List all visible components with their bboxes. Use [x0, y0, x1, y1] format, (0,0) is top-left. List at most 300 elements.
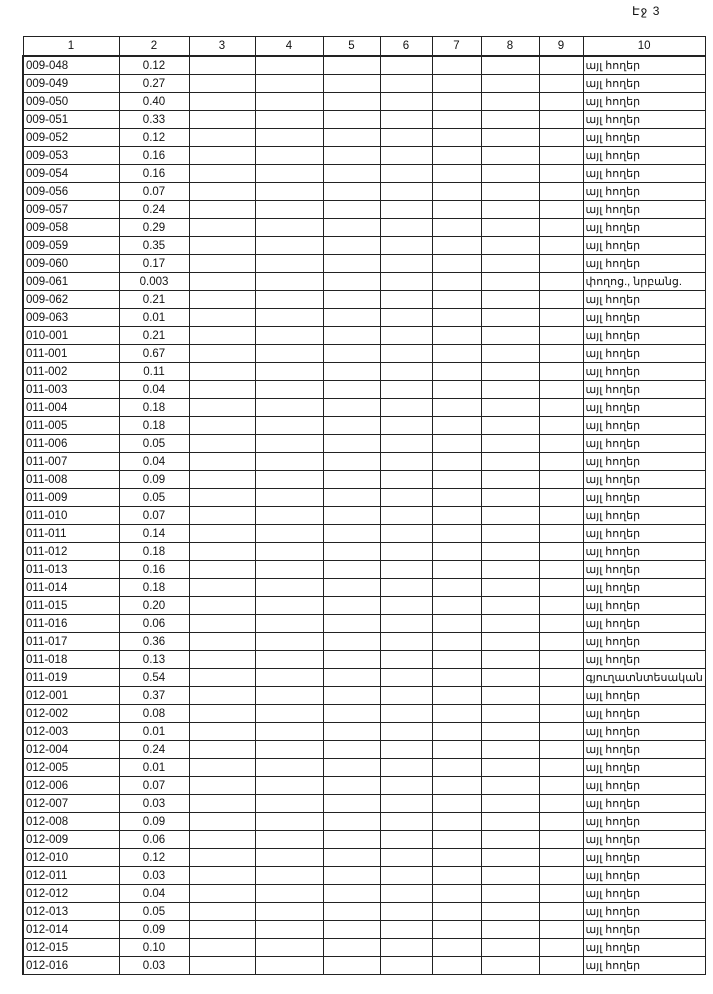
column-header-3: 3: [189, 37, 255, 57]
empty-cell: [255, 363, 323, 381]
empty-cell: [481, 435, 539, 453]
empty-cell: [323, 831, 380, 849]
land-type: այլ հողեր: [583, 885, 705, 903]
area-value: 0.12: [119, 56, 189, 75]
empty-cell: [432, 939, 481, 957]
area-value: 0.01: [119, 759, 189, 777]
area-value: 0.08: [119, 705, 189, 723]
table-row: [23, 93, 705, 111]
land-type: այլ հողեր: [583, 687, 705, 705]
land-type: այլ հողեր: [583, 255, 705, 273]
empty-cell: [432, 579, 481, 597]
area-value: 0.09: [119, 813, 189, 831]
empty-cell: [189, 669, 255, 687]
empty-cell: [432, 705, 481, 723]
empty-cell: [481, 687, 539, 705]
parcel-code: 009-056: [23, 183, 119, 201]
table-row: [23, 399, 705, 417]
empty-cell: [323, 183, 380, 201]
empty-cell: [189, 471, 255, 489]
empty-cell: [189, 147, 255, 165]
empty-cell: [481, 777, 539, 795]
table-row: [23, 849, 705, 867]
empty-cell: [481, 345, 539, 363]
empty-cell: [189, 885, 255, 903]
empty-cell: [539, 885, 583, 903]
empty-cell: [539, 111, 583, 129]
empty-cell: [323, 56, 380, 75]
empty-cell: [481, 939, 539, 957]
land-type: այլ հողեր: [583, 165, 705, 183]
empty-cell: [255, 525, 323, 543]
table-row: [23, 147, 705, 165]
area-value: 0.10: [119, 939, 189, 957]
empty-cell: [380, 273, 432, 291]
empty-cell: [255, 813, 323, 831]
empty-cell: [481, 507, 539, 525]
empty-cell: [432, 615, 481, 633]
area-value: 0.18: [119, 417, 189, 435]
parcel-code: 012-006: [23, 777, 119, 795]
area-value: 0.13: [119, 651, 189, 669]
header-row: [23, 37, 705, 57]
empty-cell: [380, 471, 432, 489]
empty-cell: [432, 633, 481, 651]
empty-cell: [323, 93, 380, 111]
empty-cell: [255, 453, 323, 471]
empty-cell: [255, 741, 323, 759]
empty-cell: [255, 111, 323, 129]
table-row: [23, 183, 705, 201]
parcel-code: 012-016: [23, 957, 119, 975]
empty-cell: [323, 291, 380, 309]
empty-cell: [189, 813, 255, 831]
land-type: այլ հողեր: [583, 291, 705, 309]
parcel-code: 011-014: [23, 579, 119, 597]
empty-cell: [432, 525, 481, 543]
table-row: [23, 417, 705, 435]
land-type: փողոց., նրբանց.: [583, 273, 705, 291]
empty-cell: [481, 633, 539, 651]
area-value: 0.07: [119, 507, 189, 525]
parcel-code: 009-060: [23, 255, 119, 273]
table-row: [23, 759, 705, 777]
empty-cell: [481, 327, 539, 345]
empty-cell: [432, 957, 481, 975]
empty-cell: [481, 759, 539, 777]
table-row: [23, 741, 705, 759]
table-row: [23, 471, 705, 489]
area-value: 0.20: [119, 597, 189, 615]
land-type: այլ հողեր: [583, 777, 705, 795]
empty-cell: [255, 759, 323, 777]
empty-cell: [432, 327, 481, 345]
empty-cell: [380, 129, 432, 147]
empty-cell: [481, 381, 539, 399]
empty-cell: [189, 795, 255, 813]
land-type: այլ հողեր: [583, 723, 705, 741]
table-row: [23, 705, 705, 723]
land-type: այլ հողեր: [583, 201, 705, 219]
empty-cell: [481, 813, 539, 831]
empty-cell: [481, 489, 539, 507]
empty-cell: [539, 75, 583, 93]
empty-cell: [255, 56, 323, 75]
empty-cell: [189, 93, 255, 111]
empty-cell: [481, 147, 539, 165]
empty-cell: [323, 867, 380, 885]
empty-cell: [539, 705, 583, 723]
empty-cell: [432, 399, 481, 417]
empty-cell: [539, 273, 583, 291]
empty-cell: [539, 435, 583, 453]
area-value: 0.05: [119, 435, 189, 453]
empty-cell: [481, 453, 539, 471]
parcel-code: 012-005: [23, 759, 119, 777]
empty-cell: [432, 56, 481, 75]
empty-cell: [380, 363, 432, 381]
area-value: 0.11: [119, 363, 189, 381]
land-type: այլ հողեր: [583, 903, 705, 921]
empty-cell: [432, 453, 481, 471]
land-type: այլ հողեր: [583, 741, 705, 759]
parcel-code: 009-049: [23, 75, 119, 93]
land-type: այլ հողեր: [583, 813, 705, 831]
land-type: այլ հողեր: [583, 759, 705, 777]
table-row: [23, 489, 705, 507]
empty-cell: [189, 291, 255, 309]
empty-cell: [189, 957, 255, 975]
empty-cell: [255, 237, 323, 255]
empty-cell: [255, 831, 323, 849]
empty-cell: [255, 957, 323, 975]
land-type: այլ հողեր: [583, 147, 705, 165]
parcel-code: 012-001: [23, 687, 119, 705]
empty-cell: [539, 543, 583, 561]
empty-cell: [432, 219, 481, 237]
empty-cell: [380, 399, 432, 417]
area-value: 0.05: [119, 903, 189, 921]
empty-cell: [255, 489, 323, 507]
empty-cell: [539, 237, 583, 255]
empty-cell: [255, 543, 323, 561]
empty-cell: [380, 957, 432, 975]
empty-cell: [539, 93, 583, 111]
land-type: այլ հողեր: [583, 921, 705, 939]
empty-cell: [255, 597, 323, 615]
table-row: [23, 687, 705, 705]
table-row: [23, 75, 705, 93]
parcel-code: 009-062: [23, 291, 119, 309]
empty-cell: [481, 309, 539, 327]
empty-cell: [432, 831, 481, 849]
parcel-code: 011-002: [23, 363, 119, 381]
empty-cell: [323, 939, 380, 957]
land-type: այլ հողեր: [583, 219, 705, 237]
empty-cell: [189, 867, 255, 885]
empty-cell: [323, 471, 380, 489]
empty-cell: [481, 543, 539, 561]
land-type: այլ հողեր: [583, 939, 705, 957]
empty-cell: [189, 453, 255, 471]
empty-cell: [380, 885, 432, 903]
empty-cell: [323, 885, 380, 903]
empty-cell: [380, 183, 432, 201]
empty-cell: [432, 777, 481, 795]
empty-cell: [539, 255, 583, 273]
empty-cell: [323, 75, 380, 93]
land-type: այլ հողեր: [583, 75, 705, 93]
land-type: այլ հողեր: [583, 111, 705, 129]
empty-cell: [481, 705, 539, 723]
empty-cell: [189, 525, 255, 543]
land-type: այլ հողեր: [583, 633, 705, 651]
empty-cell: [255, 381, 323, 399]
empty-cell: [481, 867, 539, 885]
parcel-code: 011-017: [23, 633, 119, 651]
land-type: այլ հողեր: [583, 435, 705, 453]
area-value: 0.09: [119, 471, 189, 489]
empty-cell: [432, 381, 481, 399]
empty-cell: [432, 759, 481, 777]
empty-cell: [323, 111, 380, 129]
area-value: 0.54: [119, 669, 189, 687]
parcel-code: 011-018: [23, 651, 119, 669]
area-value: 0.04: [119, 453, 189, 471]
empty-cell: [380, 147, 432, 165]
area-value: 0.12: [119, 849, 189, 867]
land-type: այլ հողեր: [583, 237, 705, 255]
empty-cell: [255, 723, 323, 741]
empty-cell: [539, 921, 583, 939]
area-value: 0.18: [119, 579, 189, 597]
parcel-code: 012-014: [23, 921, 119, 939]
empty-cell: [380, 75, 432, 93]
parcel-code: 009-061: [23, 273, 119, 291]
empty-cell: [323, 399, 380, 417]
area-value: 0.21: [119, 291, 189, 309]
empty-cell: [323, 255, 380, 273]
empty-cell: [380, 633, 432, 651]
empty-cell: [189, 345, 255, 363]
empty-cell: [323, 381, 380, 399]
empty-cell: [255, 93, 323, 111]
empty-cell: [380, 921, 432, 939]
empty-cell: [539, 327, 583, 345]
empty-cell: [189, 831, 255, 849]
parcel-code: 011-019: [23, 669, 119, 687]
empty-cell: [481, 111, 539, 129]
empty-cell: [432, 813, 481, 831]
empty-cell: [380, 849, 432, 867]
empty-cell: [481, 129, 539, 147]
empty-cell: [323, 561, 380, 579]
parcel-code: 009-058: [23, 219, 119, 237]
empty-cell: [432, 273, 481, 291]
area-value: 0.36: [119, 633, 189, 651]
empty-cell: [255, 777, 323, 795]
table-row: [23, 345, 705, 363]
empty-cell: [189, 183, 255, 201]
parcel-code: 009-050: [23, 93, 119, 111]
empty-cell: [380, 651, 432, 669]
empty-cell: [189, 759, 255, 777]
empty-cell: [189, 237, 255, 255]
empty-cell: [380, 615, 432, 633]
land-type: այլ հողեր: [583, 597, 705, 615]
empty-cell: [539, 849, 583, 867]
empty-cell: [189, 399, 255, 417]
empty-cell: [189, 435, 255, 453]
empty-cell: [380, 237, 432, 255]
empty-cell: [539, 345, 583, 363]
parcel-code: 011-008: [23, 471, 119, 489]
empty-cell: [481, 93, 539, 111]
area-value: 0.12: [119, 129, 189, 147]
empty-cell: [255, 921, 323, 939]
empty-cell: [380, 327, 432, 345]
land-type: այլ հողեր: [583, 795, 705, 813]
land-type: այլ հողեր: [583, 525, 705, 543]
empty-cell: [432, 291, 481, 309]
empty-cell: [481, 741, 539, 759]
empty-cell: [189, 543, 255, 561]
empty-cell: [255, 399, 323, 417]
empty-cell: [481, 183, 539, 201]
empty-cell: [432, 885, 481, 903]
table-row: [23, 219, 705, 237]
empty-cell: [323, 327, 380, 345]
parcel-code: 012-013: [23, 903, 119, 921]
empty-cell: [255, 219, 323, 237]
empty-cell: [189, 255, 255, 273]
empty-cell: [255, 885, 323, 903]
empty-cell: [323, 723, 380, 741]
column-header-6: 6: [380, 37, 432, 57]
empty-cell: [380, 165, 432, 183]
empty-cell: [380, 705, 432, 723]
land-type: այլ հողեր: [583, 831, 705, 849]
empty-cell: [539, 651, 583, 669]
empty-cell: [323, 345, 380, 363]
empty-cell: [432, 165, 481, 183]
empty-cell: [255, 417, 323, 435]
empty-cell: [481, 651, 539, 669]
empty-cell: [432, 849, 481, 867]
empty-cell: [539, 201, 583, 219]
land-type: այլ հողեր: [583, 561, 705, 579]
empty-cell: [539, 417, 583, 435]
table-row: [23, 885, 705, 903]
empty-cell: [539, 597, 583, 615]
empty-cell: [189, 921, 255, 939]
area-value: 0.21: [119, 327, 189, 345]
empty-cell: [255, 633, 323, 651]
table-row: [23, 273, 705, 291]
area-value: 0.04: [119, 885, 189, 903]
empty-cell: [380, 777, 432, 795]
empty-cell: [255, 165, 323, 183]
area-value: 0.18: [119, 543, 189, 561]
empty-cell: [323, 219, 380, 237]
empty-cell: [323, 363, 380, 381]
parcel-code: 011-004: [23, 399, 119, 417]
area-value: 0.01: [119, 309, 189, 327]
table-row: [23, 777, 705, 795]
empty-cell: [539, 957, 583, 975]
area-value: 0.06: [119, 831, 189, 849]
empty-cell: [323, 957, 380, 975]
empty-cell: [323, 651, 380, 669]
empty-cell: [481, 561, 539, 579]
empty-cell: [323, 489, 380, 507]
land-type: այլ հողեր: [583, 471, 705, 489]
empty-cell: [481, 471, 539, 489]
empty-cell: [481, 885, 539, 903]
parcel-code: 009-052: [23, 129, 119, 147]
empty-cell: [189, 56, 255, 75]
empty-cell: [380, 309, 432, 327]
empty-cell: [481, 579, 539, 597]
land-type: այլ հողեր: [583, 867, 705, 885]
table-row: [23, 543, 705, 561]
empty-cell: [189, 849, 255, 867]
empty-cell: [255, 615, 323, 633]
parcel-code: 011-005: [23, 417, 119, 435]
parcel-code: 011-007: [23, 453, 119, 471]
empty-cell: [189, 651, 255, 669]
empty-cell: [481, 165, 539, 183]
land-type: գյուղատնտեսական: [583, 669, 705, 687]
empty-cell: [432, 435, 481, 453]
empty-cell: [380, 417, 432, 435]
empty-cell: [380, 345, 432, 363]
empty-cell: [539, 579, 583, 597]
area-value: 0.37: [119, 687, 189, 705]
empty-cell: [432, 309, 481, 327]
empty-cell: [323, 435, 380, 453]
empty-cell: [189, 939, 255, 957]
empty-cell: [539, 129, 583, 147]
empty-cell: [255, 345, 323, 363]
empty-cell: [380, 813, 432, 831]
land-type: այլ հողեր: [583, 345, 705, 363]
area-value: 0.16: [119, 561, 189, 579]
table-row: [23, 453, 705, 471]
table-row: [23, 723, 705, 741]
area-value: 0.14: [119, 525, 189, 543]
empty-cell: [539, 525, 583, 543]
empty-cell: [539, 723, 583, 741]
empty-cell: [432, 723, 481, 741]
area-value: 0.06: [119, 615, 189, 633]
empty-cell: [481, 201, 539, 219]
empty-cell: [380, 219, 432, 237]
parcel-code: 012-008: [23, 813, 119, 831]
empty-cell: [380, 723, 432, 741]
area-value: 0.18: [119, 399, 189, 417]
empty-cell: [189, 201, 255, 219]
table-row: [23, 237, 705, 255]
area-value: 0.04: [119, 381, 189, 399]
parcel-code: 011-010: [23, 507, 119, 525]
empty-cell: [539, 489, 583, 507]
empty-cell: [539, 471, 583, 489]
empty-cell: [539, 363, 583, 381]
empty-cell: [432, 363, 481, 381]
table-row: [23, 165, 705, 183]
land-type: այլ հողեր: [583, 579, 705, 597]
